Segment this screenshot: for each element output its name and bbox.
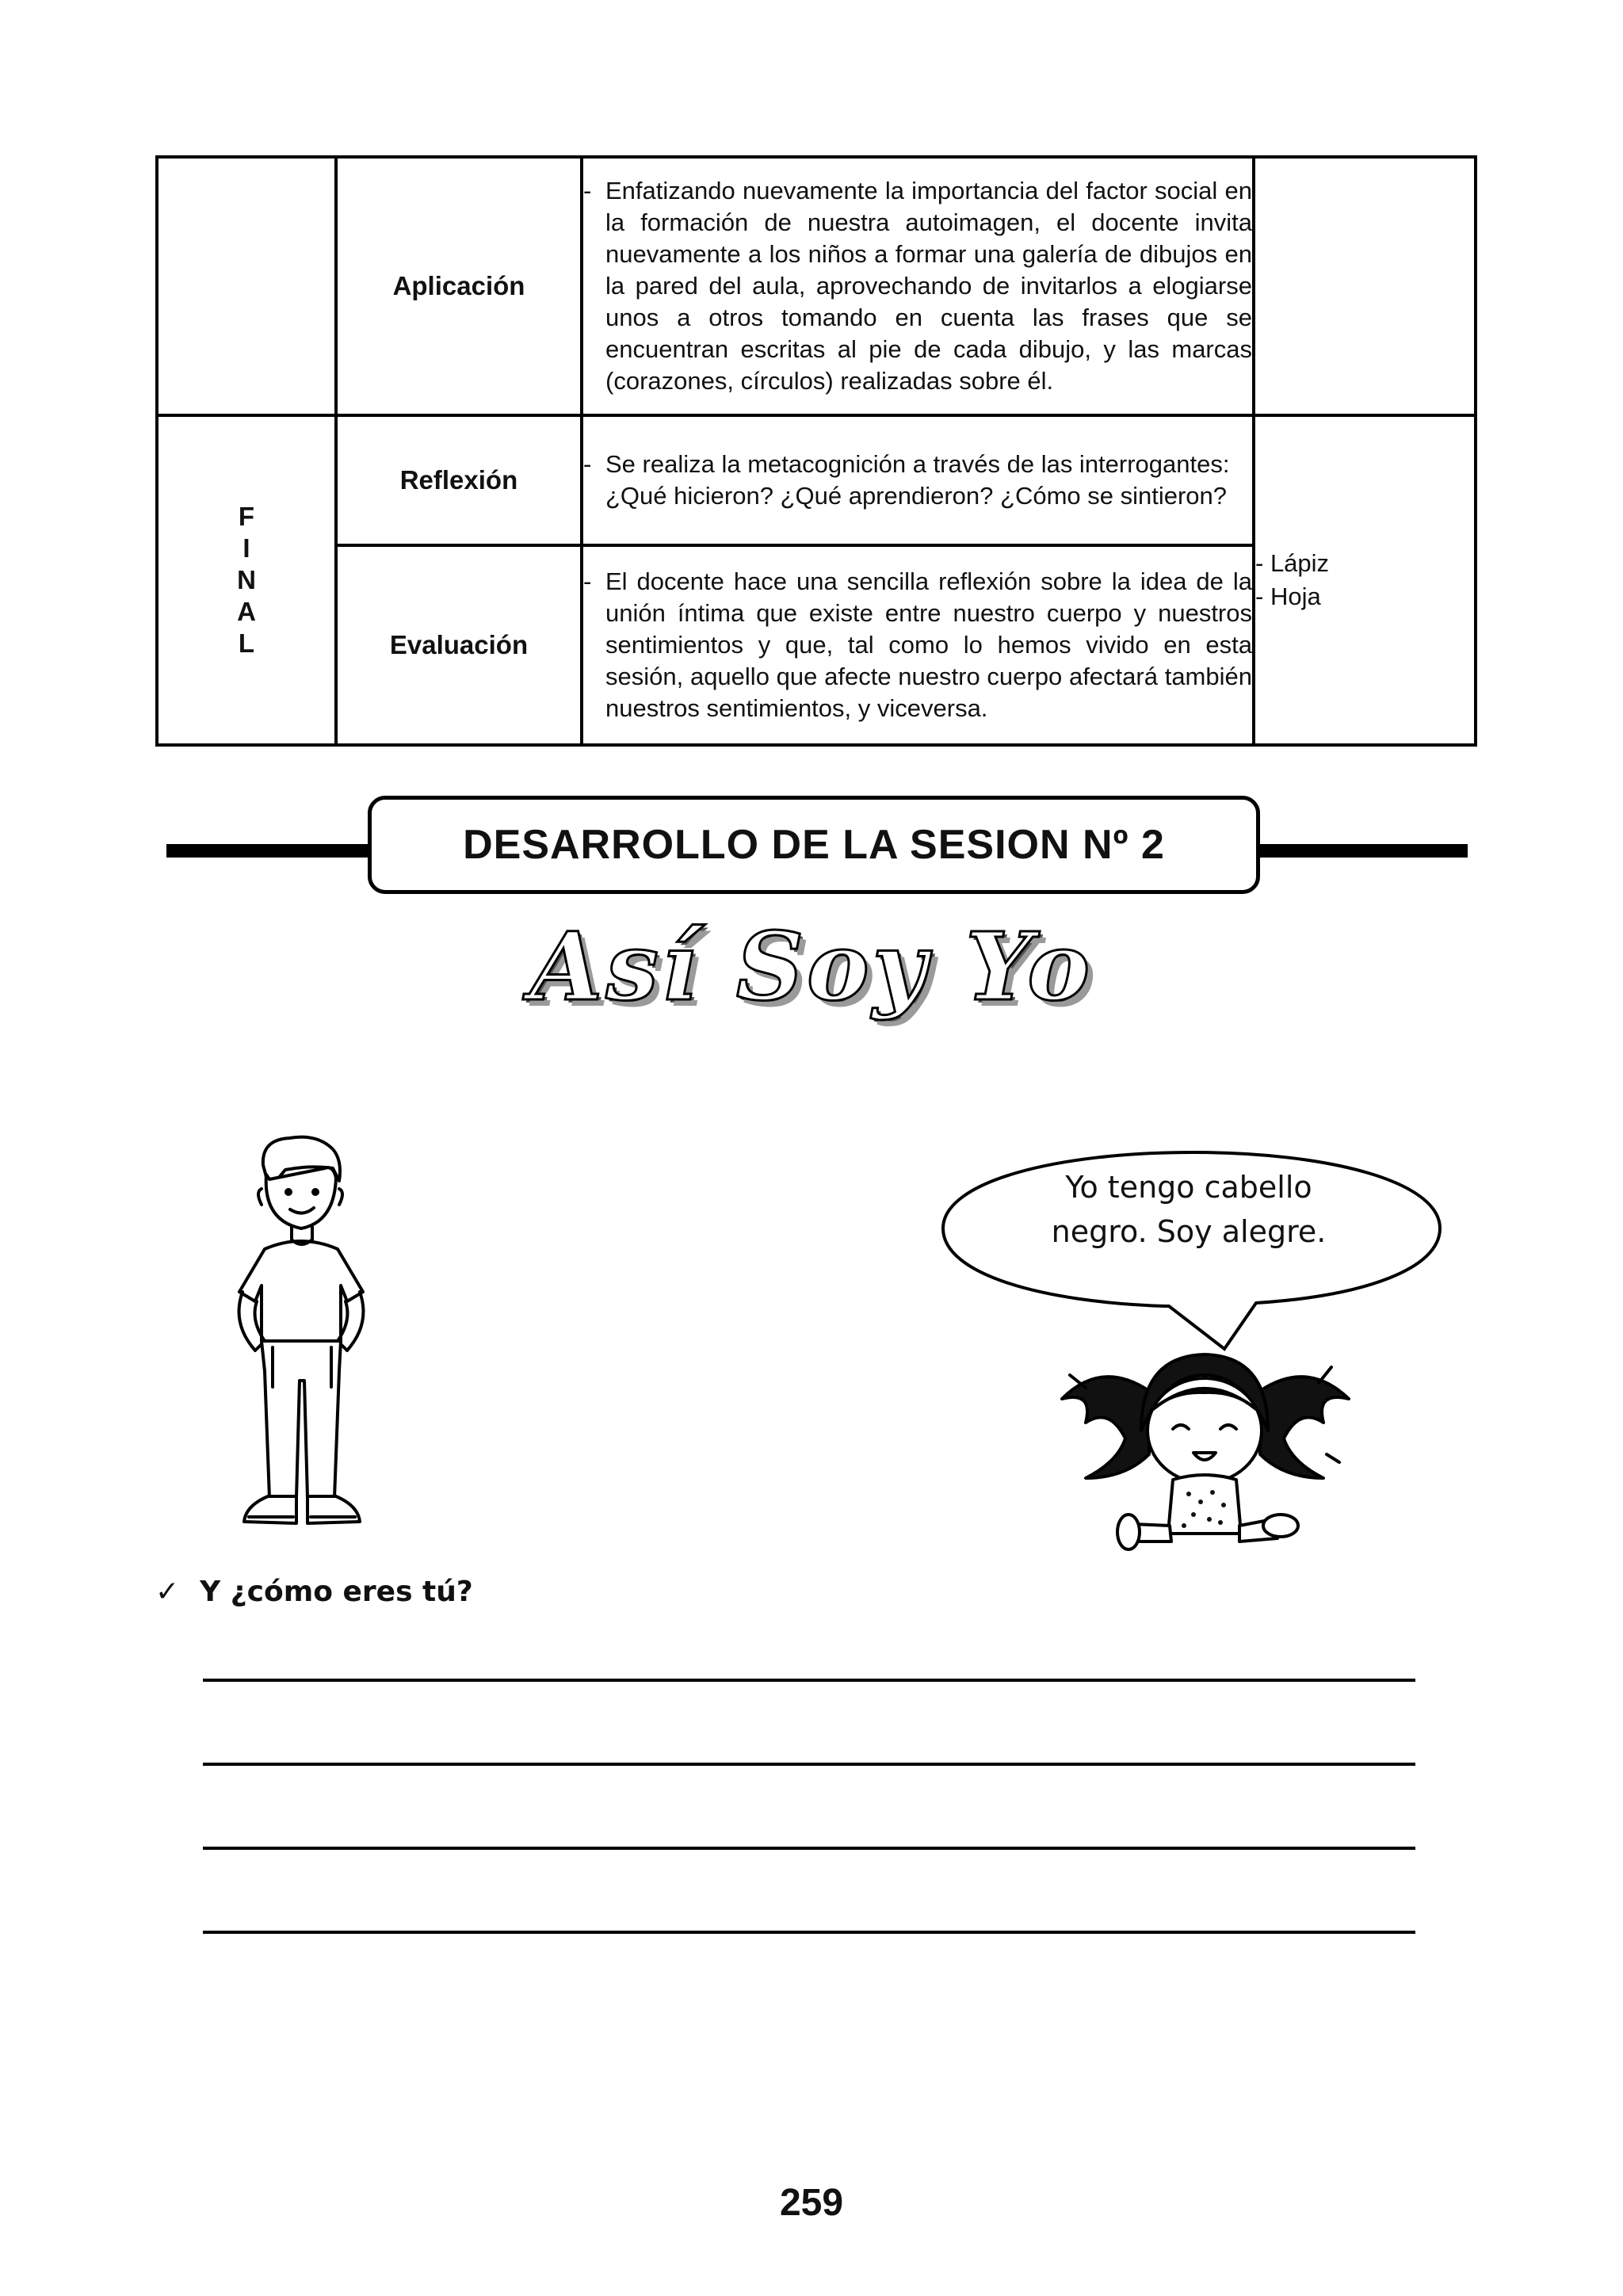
question: [155, 1576, 473, 1608]
description-text: - Enfatizando nuevamente la importancia del factor social en la formación de nuestra autoimagen, el docente invita nuevamente a los niños a formar una galería de dibujos en la pared del aula, aprovechando de invitarlos a elogiarse unos a otros tomando en cuenta las frases que se encuentran escritas al pie de cada dibujo, y las marcas (corazones, círculos) realizadas sobre él.: [583, 175, 1252, 397]
answer-line: [203, 1847, 1415, 1850]
moment-final: [157, 415, 336, 745]
speech-line: negro. Soy alegre.: [1051, 1214, 1327, 1249]
page-title: Así Soy Yo: [529, 911, 1094, 1022]
check-icon: ✓: [155, 1576, 180, 1608]
moment-letter: N: [237, 565, 256, 594]
answer-line: [203, 1931, 1415, 1934]
moment-letter: F: [238, 502, 255, 531]
banner-bar-left: [166, 844, 374, 858]
description-aplicacion: [582, 157, 1254, 415]
resource-item: - Lápiz: [1255, 547, 1474, 580]
phase-reflexion: Reflexión: [336, 415, 582, 545]
resources-cell-empty: [1254, 157, 1476, 415]
table-row: [157, 157, 1476, 415]
moment-cell-empty: [157, 157, 336, 415]
question-text: Y ¿cómo eres tú?: [200, 1576, 473, 1608]
description-text: [583, 449, 1252, 512]
phase-aplicacion: Aplicación: [336, 157, 582, 415]
session-banner: DESARROLLO DE LA SESION Nº 2: [368, 796, 1260, 894]
description-questions: ¿Qué hicieron? ¿Qué aprendieron? ¿Cómo se sintieron?: [605, 482, 1228, 510]
description-reflexion: [582, 415, 1254, 545]
table-row: [157, 415, 1476, 545]
banner-bar-right: [1260, 844, 1468, 858]
speech-line: Yo tengo cabello: [1065, 1170, 1312, 1205]
description-intro: - Se realiza la metacognición a través de las interrogantes:: [605, 450, 1230, 478]
phase-evaluacion: Evaluación: [336, 545, 582, 745]
answer-line: [203, 1763, 1415, 1766]
session-plan-table: [155, 155, 1477, 747]
moment-letter: I: [242, 533, 250, 563]
boy-illustration: [214, 1133, 388, 1545]
resources-cell: [1254, 415, 1476, 745]
answer-line: [203, 1679, 1415, 1682]
moment-letter: A: [237, 597, 256, 626]
page-number: 259: [779, 2182, 844, 2224]
description-text: - El docente hace una sencilla reflexión sobre la idea de la unión íntima que existe entre nuestro cuerpo y nuestros sentimientos y que, tal como lo hemos vivido en esta sesión, aquello que afecte nuestro cuerpo afectará también nuestros sentimientos, y viceversa.: [583, 566, 1252, 724]
speech-bubble-text: [975, 1165, 1403, 1254]
girl-illustration: [1054, 1343, 1355, 1557]
resource-item: - Hoja: [1255, 580, 1474, 613]
moment-letter: L: [238, 628, 255, 658]
description-evaluacion: [582, 545, 1254, 745]
